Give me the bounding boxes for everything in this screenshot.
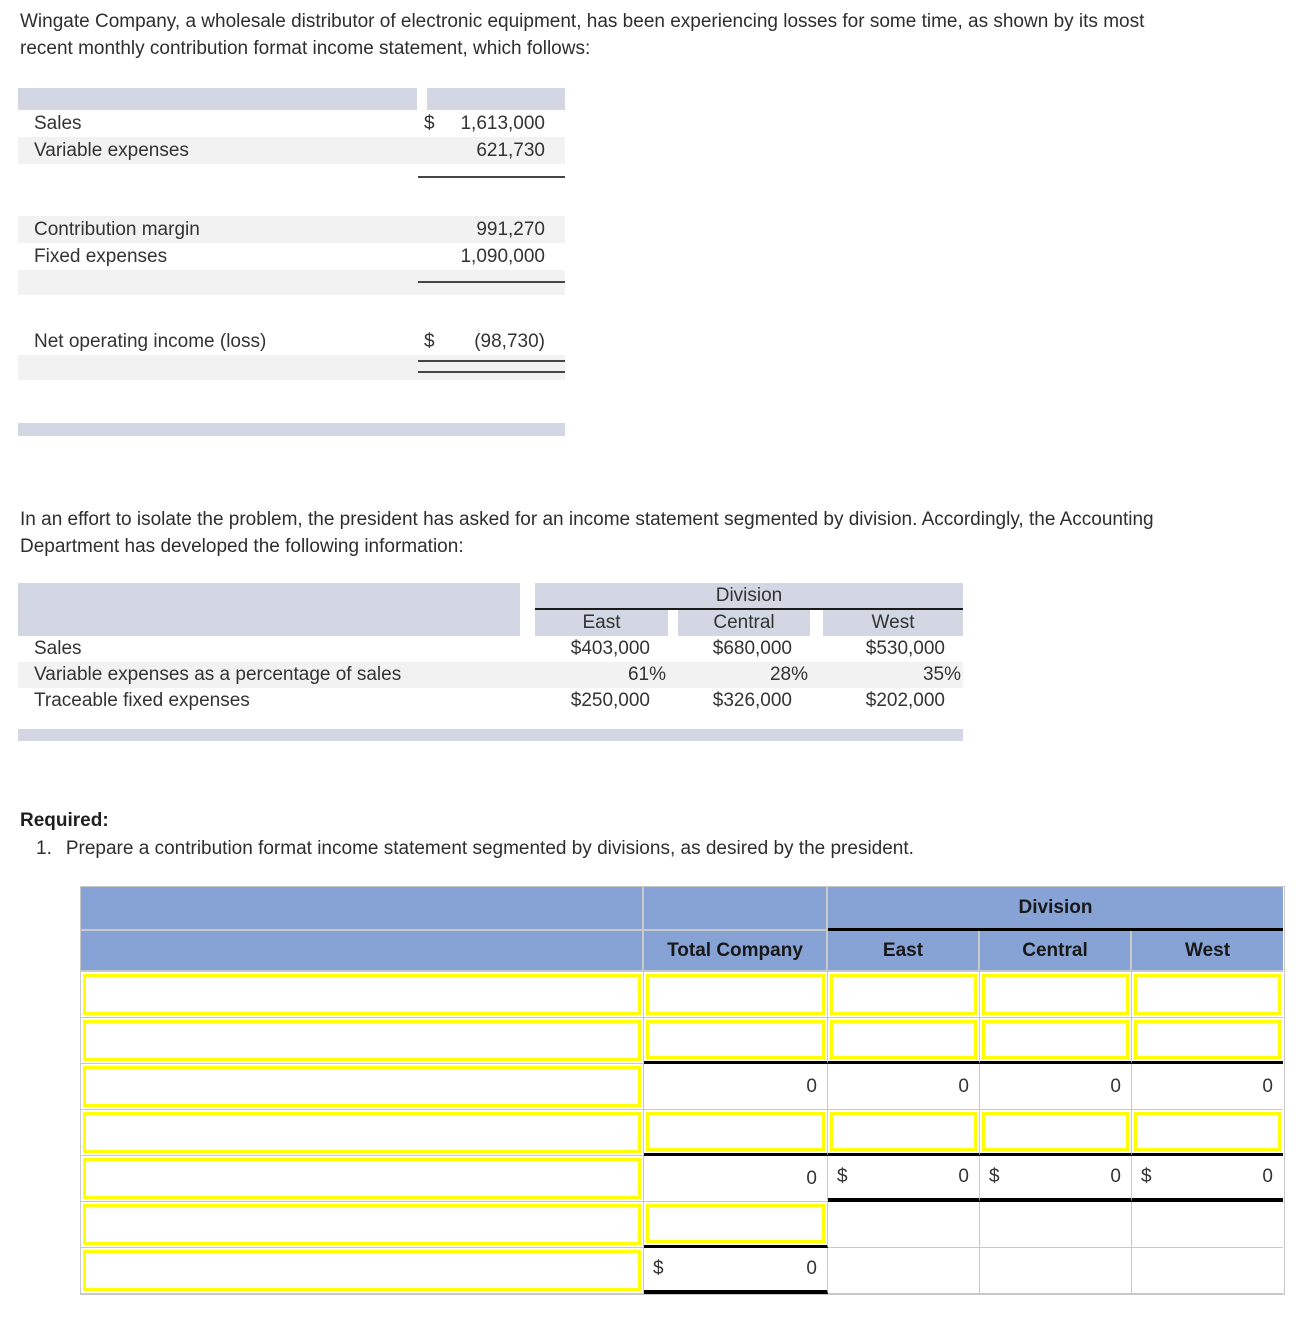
table-row xyxy=(18,243,565,270)
answer-header-blank-total xyxy=(644,887,828,931)
header-band-value-cell xyxy=(427,88,565,110)
fixed-expenses-value: 1,090,000 xyxy=(460,245,545,267)
table-row xyxy=(18,688,963,714)
required-heading: Required: xyxy=(20,810,109,831)
row4-east-input[interactable] xyxy=(828,1110,980,1156)
spacer-row xyxy=(18,178,565,216)
answer-col-central: Central xyxy=(980,931,1132,972)
row5-west-value xyxy=(1132,1156,1283,1202)
row7-east-cell xyxy=(828,1248,980,1294)
row5-label-input[interactable] xyxy=(81,1156,644,1202)
table-row xyxy=(18,216,565,243)
row5-west-amount: 0 xyxy=(1262,1166,1273,1187)
required-item-text: Prepare a contribution format income statement segmented by divisions, as desired by the president. xyxy=(65,838,914,859)
column-header-west: West xyxy=(823,610,963,636)
sales-currency-symbol: $ xyxy=(424,112,435,134)
division-table-footer-band xyxy=(18,729,963,741)
table-row xyxy=(18,328,565,355)
row6-east-cell xyxy=(828,1202,980,1248)
spacer-row xyxy=(18,283,565,295)
traceable-fixed-central: $326,000 xyxy=(712,690,792,711)
income-statement-footer-band xyxy=(18,423,565,436)
answer-row-4 xyxy=(81,1110,1284,1156)
row6-west-cell xyxy=(1132,1202,1283,1248)
required-item-1 xyxy=(36,838,914,860)
row3-label-input[interactable] xyxy=(81,1064,644,1110)
income-statement-table xyxy=(18,88,565,436)
answer-row-7 xyxy=(81,1248,1284,1294)
required-item-number: 1. xyxy=(36,838,52,859)
answer-header-blank-label-2 xyxy=(81,931,644,972)
row6-central-cell xyxy=(980,1202,1132,1248)
variable-expenses-value: 621,730 xyxy=(476,139,545,161)
column-header-central: Central xyxy=(678,610,810,636)
spacer-row xyxy=(18,714,963,729)
sales-central: $680,000 xyxy=(712,638,792,659)
row4-central-input[interactable] xyxy=(980,1110,1132,1156)
row2-label-input[interactable] xyxy=(81,1018,644,1064)
division-header-cell: Division xyxy=(535,583,963,610)
answer-col-west: West xyxy=(1132,931,1283,972)
subtotal-rule-row xyxy=(18,270,565,283)
contribution-margin-label: Contribution margin xyxy=(34,218,200,240)
spacer-row xyxy=(18,380,565,423)
row2-central-input[interactable] xyxy=(980,1018,1132,1064)
row1-total-input[interactable] xyxy=(644,972,828,1018)
row5-east-value xyxy=(828,1156,980,1202)
table-row xyxy=(18,137,565,164)
row1-east-input[interactable] xyxy=(828,972,980,1018)
table-row xyxy=(18,110,565,137)
answer-row-1 xyxy=(81,972,1284,1018)
division-header-row xyxy=(18,583,963,610)
row5-east-amount: 0 xyxy=(958,1166,969,1187)
table-row xyxy=(18,636,963,662)
noi-currency-symbol: $ xyxy=(424,330,435,352)
variable-pct-row-label: Variable expenses as a percentage of sales xyxy=(34,664,402,685)
traceable-fixed-west: $202,000 xyxy=(865,690,945,711)
row7-total-currency-symbol: $ xyxy=(653,1258,664,1279)
variable-pct-east: 61% xyxy=(627,664,666,685)
sales-label: Sales xyxy=(34,112,82,134)
row7-label-input[interactable] xyxy=(81,1248,644,1294)
columns-row-blank-cell xyxy=(18,610,520,636)
answer-col-east: East xyxy=(828,931,980,972)
header-band-label-cell xyxy=(18,88,417,110)
row3-central-value: 0 xyxy=(980,1064,1132,1110)
row7-central-cell xyxy=(980,1248,1132,1294)
division-data-table xyxy=(18,583,963,741)
variable-pct-west: 35% xyxy=(922,664,961,685)
row1-central-input[interactable] xyxy=(980,972,1132,1018)
answer-row-3 xyxy=(81,1064,1284,1110)
total-double-rule-row xyxy=(18,355,565,380)
spacer-row xyxy=(18,295,565,328)
column-header-east: East xyxy=(535,610,668,636)
row5-total-value: 0 xyxy=(644,1156,828,1202)
answer-header-row-1 xyxy=(81,887,1284,931)
fixed-expenses-label: Fixed expenses xyxy=(34,245,168,267)
sales-east: $403,000 xyxy=(570,638,650,659)
net-operating-income-label: Net operating income (loss) xyxy=(34,330,267,352)
sales-west: $530,000 xyxy=(865,638,945,659)
sales-value: 1,613,000 xyxy=(460,112,545,134)
answer-col-total-company: Total Company xyxy=(644,931,828,972)
row3-total-value: 0 xyxy=(644,1064,828,1110)
intro-paragraph: Wingate Company, a wholesale distributor of electronic equipment, has been experiencing losses for some time, as shown by its most recent monthly contribution format income statement, which follows: xyxy=(20,11,1145,59)
sales-row-label: Sales xyxy=(34,638,82,659)
segment-paragraph: In an effort to isolate the problem, the president has asked for an income statement segmented by division. Accordingly, the Accounting Department has developed the following information: xyxy=(20,509,1154,557)
row4-west-input[interactable] xyxy=(1132,1110,1283,1156)
row7-total-value xyxy=(644,1248,828,1294)
row5-east-currency-symbol: $ xyxy=(837,1166,848,1187)
traceable-fixed-east: $250,000 xyxy=(570,690,650,711)
answer-header-row-2 xyxy=(81,931,1284,972)
row3-east-value: 0 xyxy=(828,1064,980,1110)
row1-label-input[interactable] xyxy=(81,972,644,1018)
answer-row-5 xyxy=(81,1156,1284,1202)
subtotal-rule-row xyxy=(18,164,565,178)
row1-west-input[interactable] xyxy=(1132,972,1283,1018)
traceable-fixed-row-label: Traceable fixed expenses xyxy=(34,690,250,711)
header-band-gap xyxy=(417,88,427,110)
answer-header-blank-label xyxy=(81,887,644,931)
row2-east-input[interactable] xyxy=(828,1018,980,1064)
variable-expenses-label: Variable expenses xyxy=(34,139,189,161)
row2-west-input[interactable] xyxy=(1132,1018,1283,1064)
net-operating-income-value: (98,730) xyxy=(474,330,545,352)
table-row xyxy=(18,662,963,688)
row2-total-input[interactable] xyxy=(644,1018,828,1064)
variable-pct-central: 28% xyxy=(769,664,808,685)
answer-row-6 xyxy=(81,1202,1284,1248)
row5-central-amount: 0 xyxy=(1110,1166,1121,1187)
income-statement-header-band xyxy=(18,88,565,110)
row5-central-value xyxy=(980,1156,1132,1202)
division-columns-row xyxy=(18,610,963,636)
row7-total-amount: 0 xyxy=(806,1258,817,1279)
division-header-blank-cell xyxy=(18,583,520,610)
row7-west-cell xyxy=(1132,1248,1283,1294)
answer-row-2 xyxy=(81,1018,1284,1064)
row4-total-input[interactable] xyxy=(644,1110,828,1156)
row3-west-value: 0 xyxy=(1132,1064,1283,1110)
row6-total-input[interactable] xyxy=(644,1202,828,1248)
row5-central-currency-symbol: $ xyxy=(989,1166,1000,1187)
row4-label-input[interactable] xyxy=(81,1110,644,1156)
contribution-margin-value: 991,270 xyxy=(476,218,545,240)
answer-table xyxy=(80,886,1285,1295)
answer-division-header: Division xyxy=(828,887,1283,931)
row5-west-currency-symbol: $ xyxy=(1141,1166,1152,1187)
row6-label-input[interactable] xyxy=(81,1202,644,1248)
